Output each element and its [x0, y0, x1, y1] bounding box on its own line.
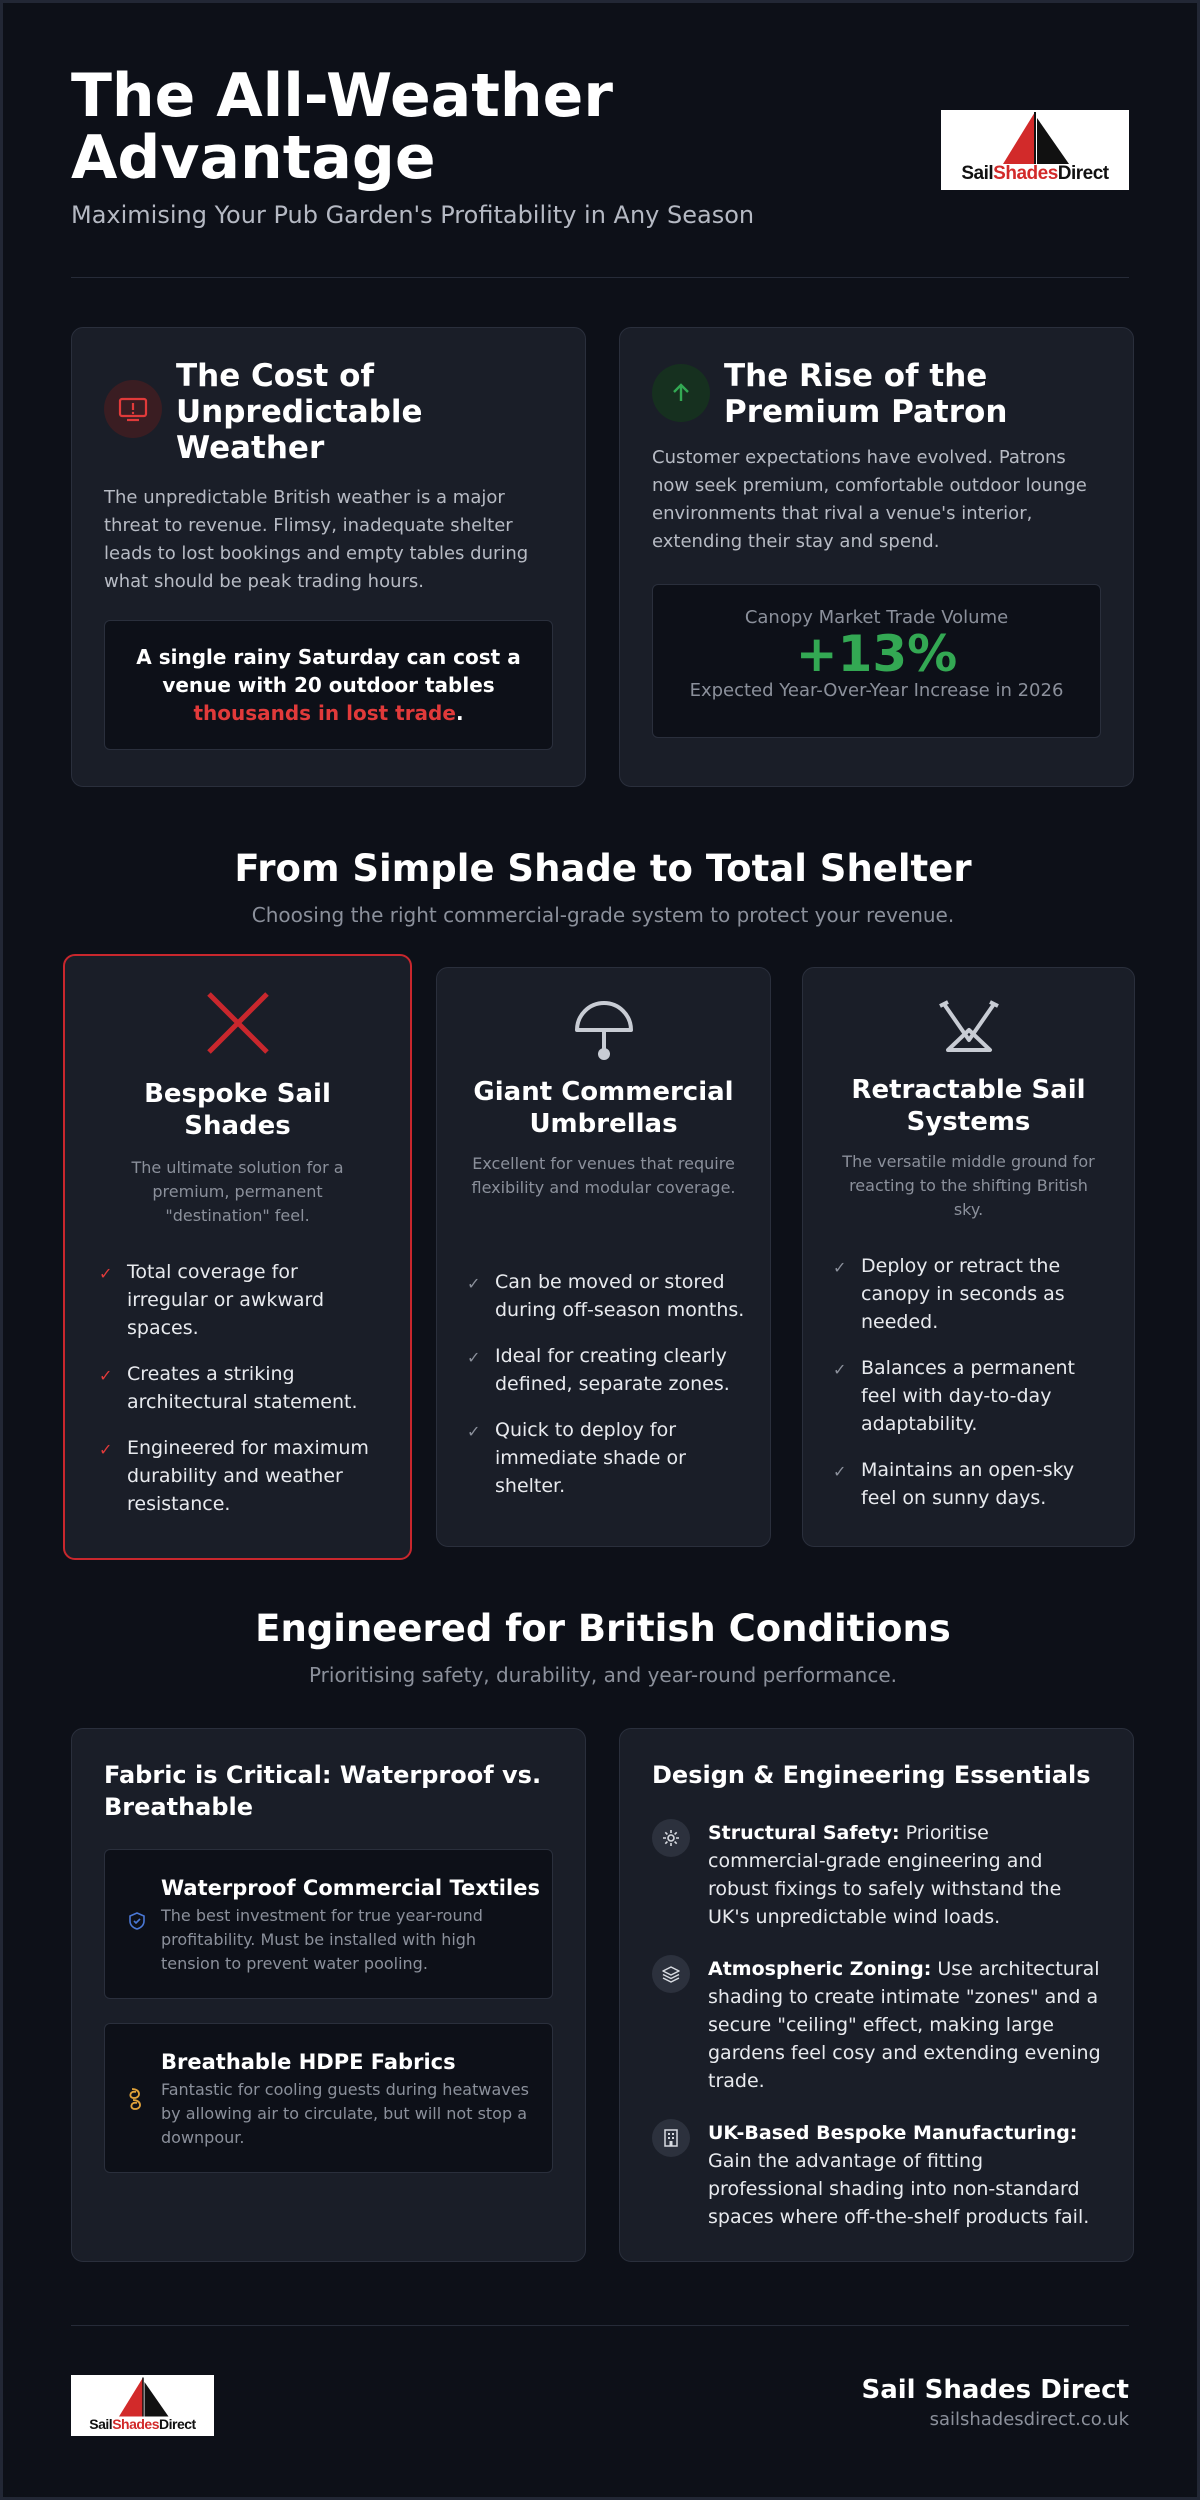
essential-label: UK-Based Bespoke Manufacturing:: [708, 2122, 1078, 2144]
option-benefits: [467, 1268, 746, 1500]
arrow-up-icon: [652, 364, 710, 422]
callout-highlight: thousands in lost trade: [193, 701, 456, 725]
stat-label: Canopy Market Trade Volume: [744, 607, 1009, 628]
fabric-option-desc: The best investment for true year-round profitability. Must be installed with high tension to prevent water pooling.: [161, 1906, 483, 1973]
header-divider: [71, 277, 1129, 278]
list-item: ✓ Engineered for maximum durability and weather resistance.: [99, 1434, 380, 1518]
list-item: ✓ Deploy or retract the canopy in seconds as needed.: [833, 1252, 1110, 1336]
fabric-option-desc: Fantastic for cooling guests during heatwaves by allowing air to circulate, but will not stop a downpour.: [161, 2080, 529, 2147]
check-icon: ✓: [833, 1462, 847, 1481]
header: [71, 61, 1129, 275]
check-icon: ✓: [833, 1360, 847, 1379]
market-stat-box: [652, 584, 1101, 738]
essential-item-structural: [652, 1819, 1101, 1931]
problem-title: The Cost of Unpredictable Weather: [176, 358, 423, 466]
check-icon: ✓: [99, 1440, 113, 1459]
essential-label: Structural Safety:: [708, 1822, 900, 1844]
option-card-sail-shades[interactable]: [63, 954, 412, 1560]
fabric-option-title: Waterproof Commercial Textiles: [161, 1876, 540, 1900]
solutions-title: From Simple Shade to Total Shelter: [234, 847, 972, 890]
essential-item-manufacturing: [652, 2119, 1101, 2231]
fabric-option-title: Breathable HDPE Fabrics: [161, 2050, 456, 2074]
footer-brand-name: Sail Shades Direct: [861, 2375, 1129, 2405]
opportunity-text: Customer expectations have evolved. Patrons now seek premium, comfortable outdoor lounge environments that rival a venue's interior, extending their stay and spend.: [652, 447, 1087, 552]
stat-value: +13%: [795, 625, 958, 683]
fabric-card: [71, 1728, 586, 2262]
list-item: ✓ Can be moved or stored during off-season months.: [467, 1268, 746, 1324]
engineering-title: Engineered for British Conditions: [255, 1607, 951, 1650]
retractable-sail-icon: [803, 1000, 1134, 1054]
lost-trade-callout: [104, 620, 553, 750]
option-card-retractable[interactable]: [802, 967, 1135, 1547]
logo-wordmark: SailShadesDirect: [961, 163, 1109, 184]
wind-icon: [129, 2086, 145, 2116]
essential-label: Atmospheric Zoning:: [708, 1958, 932, 1980]
layers-icon: [652, 1955, 690, 1993]
option-card-umbrellas[interactable]: [436, 967, 771, 1547]
opportunity-title: The Rise of the Premium Patron: [724, 358, 1008, 430]
check-icon: ✓: [833, 1258, 847, 1277]
option-desc: The ultimate solution for a premium, permanent "destination" feel.: [131, 1158, 344, 1225]
engineering-subtitle: Prioritising safety, durability, and year-round performance.: [308, 1663, 898, 1687]
callout-end: .: [455, 701, 464, 725]
fabric-option-breathable: [104, 2023, 553, 2173]
essentials-title: Design & Engineering Essentials: [652, 1761, 1091, 1789]
footer-brand: [862, 2375, 1130, 2430]
essential-text: Prioritise commercial-grade engineering and robust fixings to safely withstand the UK's unpredictable wind loads.: [708, 1822, 1062, 1928]
option-title: Retractable Sail Systems: [851, 1075, 1086, 1137]
footer-divider: [71, 2325, 1129, 2326]
check-icon: ✓: [99, 1366, 113, 1385]
option-desc: The versatile middle ground for reacting to the shifting British sky.: [842, 1152, 1095, 1219]
fabric-option-waterproof: [104, 1849, 553, 1999]
check-icon: ✓: [99, 1264, 113, 1283]
option-benefits: [833, 1252, 1110, 1512]
list-item: ✓ Maintains an open-sky feel on sunny days.: [833, 1456, 1110, 1512]
option-title: Giant Commercial Umbrellas: [473, 1077, 734, 1139]
check-icon: ✓: [467, 1348, 481, 1367]
option-title: Bespoke Sail Shades: [144, 1079, 331, 1141]
opportunity-card: [619, 327, 1134, 787]
check-icon: ✓: [467, 1274, 481, 1293]
page-subtitle: Maximising Your Pub Garden's Profitability in Any Season: [71, 201, 755, 229]
logo-wordmark: SailShadesDirect: [89, 2416, 196, 2432]
essentials-card: [619, 1728, 1134, 2262]
page-title: The All-Weather Advantage: [71, 61, 613, 193]
shield-icon: [129, 1912, 145, 1934]
essential-item-zoning: [652, 1955, 1101, 2095]
solutions-subtitle: Choosing the right commercial-grade system to protect your revenue.: [251, 903, 955, 927]
umbrella-icon: [437, 1000, 770, 1062]
list-item: ✓ Quick to deploy for immediate shade or shelter.: [467, 1416, 746, 1500]
list-item: ✓ Total coverage for irregular or awkward spaces.: [99, 1258, 380, 1342]
stat-subtext: Expected Year-Over-Year Increase in 2026: [689, 680, 1064, 701]
list-item: ✓ Creates a striking architectural statement.: [99, 1360, 380, 1416]
sail-logo-icon: [113, 2377, 173, 2417]
sail-cross-icon: [65, 990, 410, 1056]
callout-main: A single rainy Saturday can cost a venue with 20 outdoor tables: [136, 645, 521, 697]
footer-logo[interactable]: [71, 2375, 214, 2436]
option-benefits: [99, 1258, 380, 1518]
essential-text: Gain the advantage of fitting professional shading into non-standard spaces where off-the-shelf products fail.: [708, 2150, 1090, 2228]
gear-icon: [652, 1819, 690, 1857]
list-item: ✓ Ideal for creating clearly defined, separate zones.: [467, 1342, 746, 1398]
essential-text: Use architectural shading to create intimate "zones" and a secure "ceiling" effect, making large gardens feel cosy and extending evening trade.: [708, 1958, 1101, 2092]
footer-url-link[interactable]: sailshadesdirect.co.uk: [929, 2409, 1129, 2430]
sail-logo-icon: [995, 112, 1075, 164]
check-icon: ✓: [467, 1422, 481, 1441]
building-icon: [652, 2119, 690, 2157]
problem-card: [71, 327, 586, 787]
problem-text: The unpredictable British weather is a major threat to revenue. Flimsy, inadequate shelter leads to lost bookings and empty tables during what should be peak trading hours.: [104, 487, 529, 592]
warning-monitor-icon: [104, 380, 162, 438]
list-item: ✓ Balances a permanent feel with day-to-day adaptability.: [833, 1354, 1110, 1438]
option-desc: Excellent for venues that require flexibility and modular coverage.: [471, 1154, 736, 1197]
brand-logo[interactable]: [941, 110, 1129, 190]
fabric-title: Fabric is Critical: Waterproof vs. Breathable: [104, 1761, 542, 1821]
